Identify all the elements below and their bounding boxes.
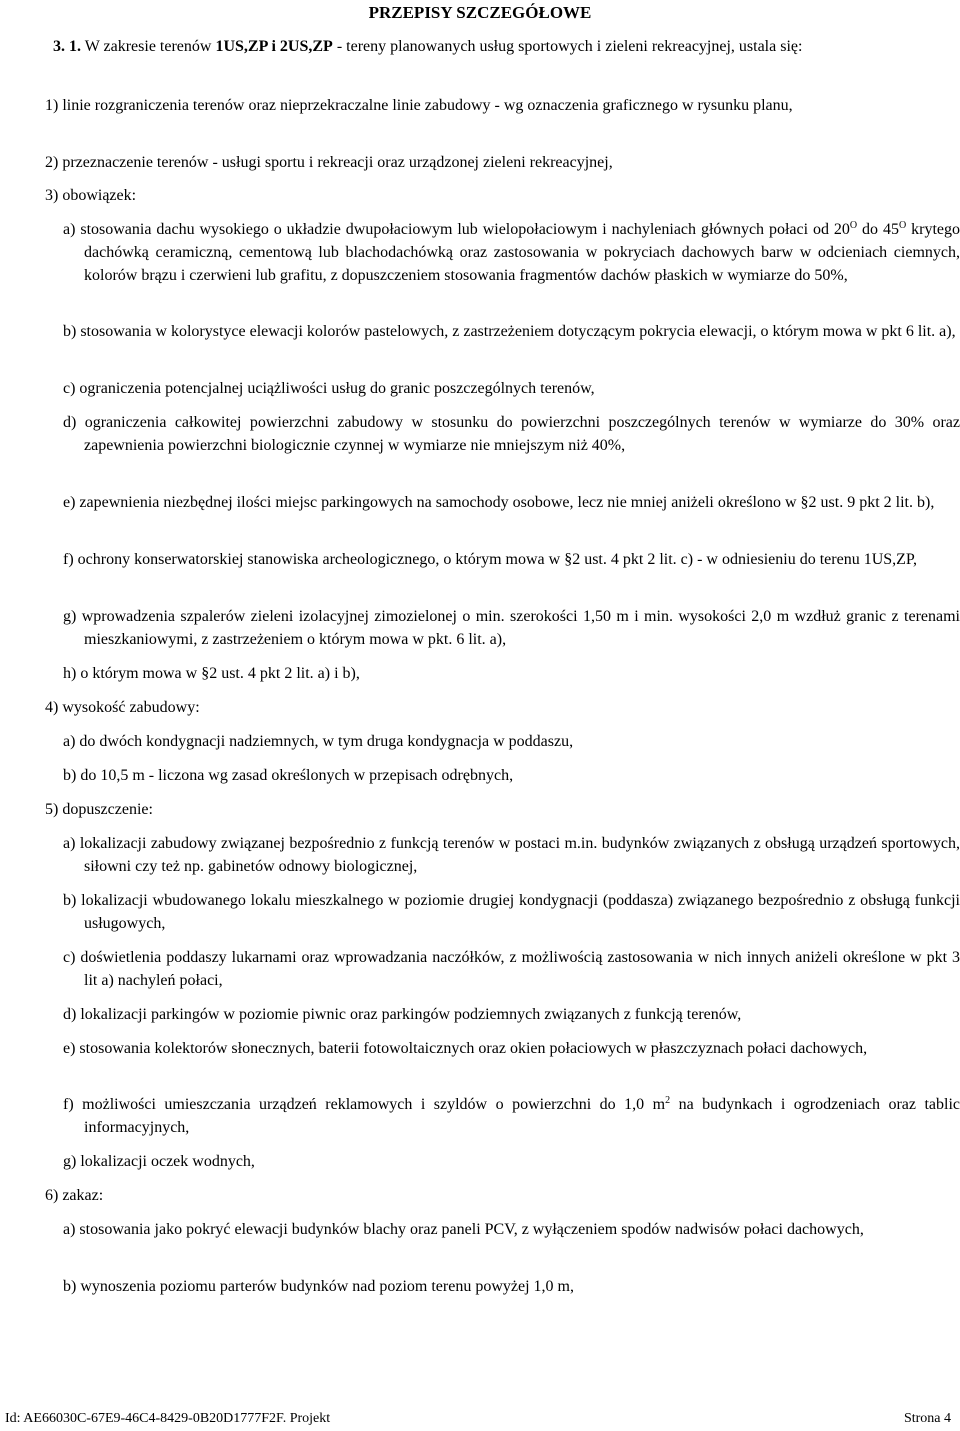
page-number: Strona 4 [903,1411,951,1426]
paragraph-5g: g) lokalizacji oczek wodnych, [63,1153,255,1170]
intro-text-2: - tereny planowanych usług sportowych i zieleni rekreacyjnej, ustala się: [332,38,803,55]
paragraph-4a: a) do dwóch kondygnacji nadziemnych, w tym druga kondygnacja w poddaszu, [63,733,574,750]
paragraph-5c: c) doświetlenia poddaszy lukarnami oraz wprowadzania naczółków, z możliwością zastosowania w nich innych aniżeli określone w pkt 3 lit a) nachyleń połaci, [63,949,960,989]
paragraph-5e: e) stosowania kolektorów słonecznych, baterii fotowoltaicznych oraz okien połaciowych w płaszczyznach połaci dachowych, [63,1040,868,1057]
document-id: Id: AE66030C-67E9-46C4-8429-0B20D1777F2F. Projekt [5,1411,331,1426]
section-intro [5,35,955,58]
p5f-text-2: na budynkach i ogrodzeniach oraz tablic informacyjnych, [84,1096,960,1136]
page-title: PRZEPISY SZCZEGÓŁOWE [368,3,592,22]
paragraph-4: 4) wysokość zabudowy: [45,699,200,716]
p3a-text-1: a) stosowania dachu wysokiego o układzie dwupołaciowym lub wielopołaciowym i nachyleniach głównych połaci od 20 [63,221,850,238]
paragraph-3h: h) o którym mowa w §2 ust. 4 pkt 2 lit. a) i b), [63,665,360,682]
paragraph-3c: c) ograniczenia potencjalnej uciążliwości usług do granic poszczególnych terenów, [63,380,595,397]
paragraph-2: 2) przeznaczenie terenów - usługi sportu i rekreacji oraz urządzonej zieleni rekreacyjnej, [45,154,613,171]
p5f-text-1: f) możliwości umieszczania urządzeń reklamowych i szyldów o powierzchni do 1,0 m [63,1096,666,1113]
paragraph-5a: a) lokalizacji zabudowy związanej bezpośrednio z funkcją terenów w postaci m.in. budynków związanych z obsługą urządzeń sportowych, siłowni czy też np. gabinetów odnowy biologicznej, [63,835,960,875]
paragraph-5: 5) dopuszczenie: [45,801,153,818]
paragraph-3f: f) ochrony konserwatorskiej stanowiska archeologicznego, o którym mowa w §2 ust. 4 pkt 2 lit. c) - w odniesieniu do terenu 1US,ZP, [63,551,918,568]
paragraph-3b: b) stosowania w kolorystyce elewacji kolorów pastelowych, z zastrzeżeniem dotyczącym pokrycia elewacji, o którym mowa w pkt 6 lit. a), [63,323,956,340]
paragraph-5f [63,1093,960,1139]
degree-sup-2: O [898,220,907,231]
paragraph-6: 6) zakaz: [45,1187,104,1204]
paragraph-5b: b) lokalizacji wbudowanego lokalu mieszkalnego w poziomie drugiej kondygnacji (poddasza) związanego bezpośrednio z obsługą funkcji usługowych, [63,892,960,932]
paragraph-3g: g) wprowadzenia szpalerów zieleni izolacyjnej zimozielonej o min. szerokości 1,50 m i min. wysokości 2,0 m wzdłuż granic z terenami mieszkaniowymi, z zastrzeżeniem o którym mowa w pkt. 6 lit. a), [63,608,960,648]
p3a-text-3: krytego dachówką ceramiczną, cementową lub blachodachówką oraz zastosowania w pokryciach dachowych barw w odcieniach ciemnych, kolorów brązu i czerwieni lub grafitu, z dopuszczeniem stosowania fragmentów dachów płaskich w wymiarze do 50%, [84,221,960,284]
zone-codes: 1US,ZP i 2US,ZP [215,38,333,55]
paragraph-3a [63,218,960,287]
p3a-text-2: do 45 [857,221,899,238]
paragraph-1: 1) linie rozgraniczenia terenów oraz nieprzekraczalne linie zabudowy - wg oznaczenia graficznego w rysunku planu, [45,97,793,114]
paragraph-6a: a) stosowania jako pokryć elewacji budynków blachy oraz paneli PCV, z wyłączeniem spodów nadwisów połaci dachowych, [63,1221,864,1238]
paragraph-6b: b) wynoszenia poziomu parterów budynków nad poziom terenu powyżej 1,0 m, [63,1278,574,1295]
square-sup: 2 [665,1095,671,1106]
paragraph-5d: d) lokalizacji parkingów w poziomie piwnic oraz parkingów podziemnych związanych z funkcją terenów, [63,1006,742,1023]
section-number: 3. 1. [53,38,81,55]
degree-sup-1: O [849,220,858,231]
intro-text-1: W zakresie terenów [81,38,216,55]
paragraph-3d: d) ograniczenia całkowitej powierzchni zabudowy w stosunku do powierzchni poszczególnych terenów w wymiarze do 30% oraz zapewnienia powierzchni biologicznie czynnej w wymiarze nie mniejszym niż 40%, [63,414,960,454]
paragraph-4b: b) do 10,5 m - liczona wg zasad określonych w przepisach odrębnych, [63,767,514,784]
paragraph-3e: e) zapewnienia niezbędnej ilości miejsc parkingowych na samochody osobowe, lecz nie mniej aniżeli określono w §2 ust. 9 pkt 2 lit. b), [63,494,935,511]
paragraph-3: 3) obowiązek: [45,187,137,204]
